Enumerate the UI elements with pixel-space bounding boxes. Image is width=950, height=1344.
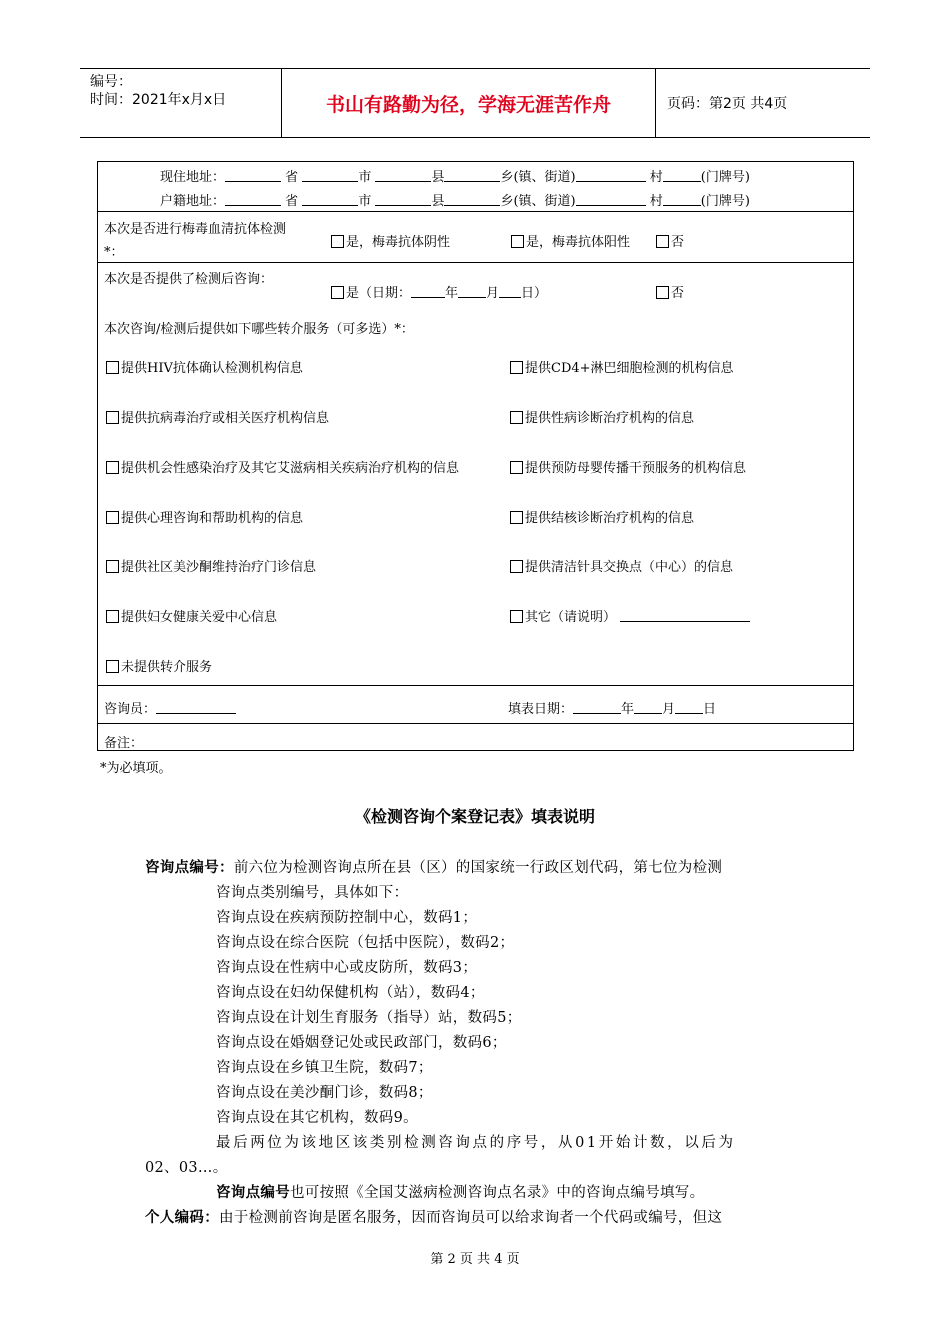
door-field[interactable] — [663, 193, 701, 206]
row-divider — [98, 685, 853, 686]
registration-form — [97, 161, 854, 751]
year-field[interactable] — [411, 285, 445, 298]
site-code-line2: 咨询点类别编号，具体如下： — [216, 885, 409, 901]
checkbox[interactable] — [510, 361, 523, 374]
page-footer: 第 2 页 共 4 页 — [430, 1252, 520, 1267]
city-field[interactable] — [302, 193, 358, 206]
province-field[interactable] — [225, 193, 281, 206]
checkbox[interactable] — [331, 235, 344, 248]
alt-code-line: 咨询点编号也可按照《全国艾滋病检测咨询点名录》中的咨询点编号填写。 — [216, 1185, 705, 1201]
last-two-line1: 最后两位为该地区该类别检测咨询点的序号，从01开始计数，以后为 — [216, 1135, 736, 1151]
last-two-line2: 02、03…。 — [145, 1160, 228, 1176]
other-specify-field[interactable] — [620, 609, 750, 622]
referral-option[interactable]: 提供CD4+淋巴细胞检测的机构信息 — [510, 357, 734, 376]
village-field[interactable] — [576, 193, 646, 206]
header-page: 页码：第2页 共4页 — [667, 96, 788, 112]
site-type-item: 咨询点设在妇幼保健机构（站），数码4； — [216, 985, 485, 1001]
checkbox[interactable] — [510, 461, 523, 474]
checkbox[interactable] — [510, 411, 523, 424]
checkbox[interactable] — [510, 511, 523, 524]
checkbox[interactable] — [510, 560, 523, 573]
referral-option[interactable]: 未提供转介服务 — [106, 656, 212, 675]
province-field[interactable] — [225, 169, 281, 182]
counselor-row: 咨询员： — [104, 698, 236, 717]
referral-option[interactable]: 提供心理咨询和帮助机构的信息 — [106, 507, 303, 526]
day-field[interactable] — [675, 701, 703, 714]
personal-code-label: 个人编码： — [145, 1210, 219, 1226]
checkbox[interactable] — [106, 361, 119, 374]
syphilis-negative-option[interactable]: 是，梅毒抗体阴性 — [331, 231, 450, 250]
header-motto: 书山有路勤为径，学海无涯苦作舟 — [282, 69, 656, 137]
referral-option[interactable]: 提供HIV抗体确认检测机构信息 — [106, 357, 303, 376]
household-address-row: 户籍地址： 省 市 县 乡(镇、街道) 村 (门牌号) — [160, 194, 750, 209]
code-label: 编号： — [90, 74, 132, 90]
city-field[interactable] — [302, 169, 358, 182]
checkbox[interactable] — [656, 286, 669, 299]
referral-option[interactable]: 提供社区美沙酮维持治疗门诊信息 — [106, 556, 316, 575]
instructions-title: 《检测咨询个案登记表》填表说明 — [354, 807, 595, 826]
site-code-line: 咨询点编号：前六位为检测咨询点所在县（区）的国家统一行政区划代码，第七位为检测 — [145, 860, 723, 876]
referral-question: 本次咨询/检测后提供如下哪些转介服务（可多选）*： — [104, 322, 414, 337]
checkbox[interactable] — [106, 461, 119, 474]
county-field[interactable] — [375, 193, 431, 206]
checkbox[interactable] — [656, 235, 669, 248]
referral-option-other[interactable]: 其它（请说明） — [510, 606, 750, 625]
required-note: *为必填项。 — [100, 761, 172, 776]
year-field[interactable] — [573, 701, 621, 714]
referral-option[interactable]: 提供结核诊断治疗机构的信息 — [510, 507, 694, 526]
county-field[interactable] — [375, 169, 431, 182]
township-field[interactable] — [444, 169, 500, 182]
referral-option[interactable]: 提供抗病毒治疗或相关医疗机构信息 — [106, 407, 329, 426]
syphilis-question: 本次是否进行梅毒血清抗体检测 — [104, 222, 287, 237]
row-divider — [98, 211, 853, 212]
village-field[interactable] — [576, 169, 646, 182]
referral-option[interactable]: 提供性病诊断治疗机构的信息 — [510, 407, 694, 426]
checkbox[interactable] — [331, 286, 344, 299]
checkbox[interactable] — [106, 610, 119, 623]
day-field[interactable] — [499, 285, 521, 298]
checkbox[interactable] — [106, 560, 119, 573]
door-field[interactable] — [663, 169, 701, 182]
syphilis-star: *： — [104, 245, 124, 260]
syphilis-no-option[interactable]: 否 — [656, 231, 684, 250]
remarks-label: 备注： — [104, 736, 144, 751]
syphilis-positive-option[interactable]: 是，梅毒抗体阳性 — [511, 231, 630, 250]
fill-date-row: 填表日期： 年 月 日 — [508, 702, 717, 717]
referral-option[interactable]: 提供妇女健康关爱中心信息 — [106, 606, 277, 625]
site-type-item: 咨询点设在婚姻登记处或民政部门，数码6； — [216, 1035, 507, 1051]
site-type-item: 咨询点设在其它机构，数码9。 — [216, 1110, 418, 1126]
referral-option[interactable]: 提供预防母婴传播干预服务的机构信息 — [510, 457, 746, 476]
row-divider — [98, 723, 853, 724]
month-field[interactable] — [458, 285, 486, 298]
township-field[interactable] — [444, 193, 500, 206]
checkbox[interactable] — [510, 610, 523, 623]
post-test-yes-option[interactable]: 是（日期： 年 月 日） — [331, 282, 547, 301]
checkbox[interactable] — [106, 411, 119, 424]
post-test-question: 本次是否提供了检测后咨询： — [104, 272, 274, 287]
counselor-field[interactable] — [156, 701, 236, 714]
site-type-item: 咨询点设在疾病预防控制中心，数码1； — [216, 910, 478, 926]
site-code-label: 咨询点编号： — [145, 860, 234, 876]
site-type-item: 咨询点设在综合医院（包括中医院），数码2； — [216, 935, 515, 951]
personal-code-line: 个人编码：由于检测前咨询是匿名服务，因而咨询员可以给求询者一个代码或编号，但这 — [145, 1210, 723, 1226]
site-type-item: 咨询点设在性病中心或皮防所，数码3； — [216, 960, 478, 976]
header-meta — [80, 69, 282, 137]
time-label: 时间：2021年x月x日 — [90, 92, 227, 108]
page-header — [80, 68, 870, 138]
site-type-item: 咨询点设在计划生育服务（指导）站，数码5； — [216, 1010, 522, 1026]
current-address-row: 现住地址： 省 市 县 乡(镇、街道) 村 (门牌号) — [160, 170, 750, 185]
site-type-item: 咨询点设在美沙酮门诊，数码8； — [216, 1085, 433, 1101]
checkbox[interactable] — [106, 660, 119, 673]
checkbox[interactable] — [106, 511, 119, 524]
month-field[interactable] — [634, 701, 662, 714]
checkbox[interactable] — [511, 235, 524, 248]
row-divider — [98, 262, 853, 263]
referral-option[interactable]: 提供清洁针具交换点（中心）的信息 — [510, 556, 733, 575]
referral-option[interactable]: 提供机会性感染治疗及其它艾滋病相关疾病治疗机构的信息 — [106, 457, 459, 476]
site-type-item: 咨询点设在乡镇卫生院，数码7； — [216, 1060, 433, 1076]
post-test-no-option[interactable]: 否 — [656, 282, 684, 301]
